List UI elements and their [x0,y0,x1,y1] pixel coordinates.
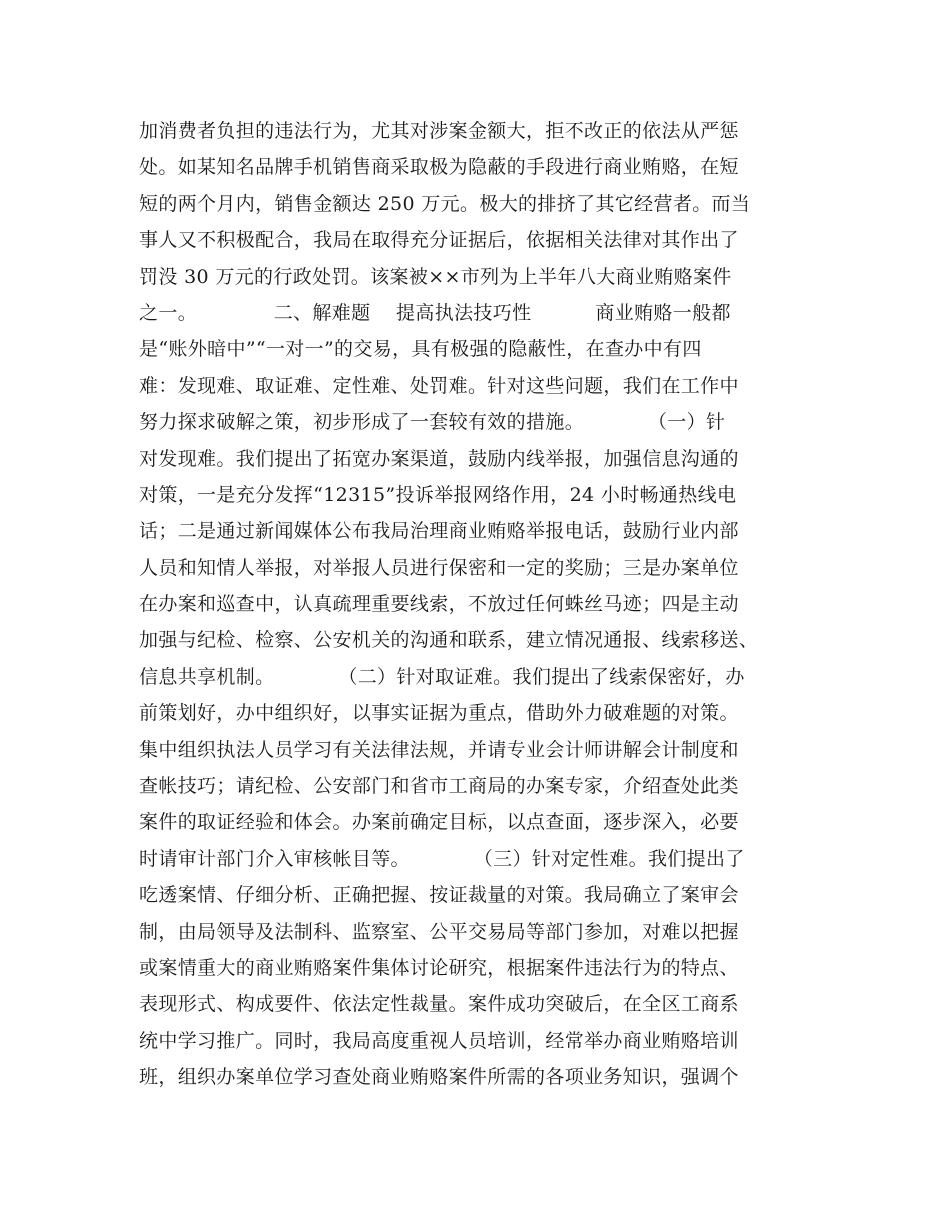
text-line: 对发现难。我们提出了拓宽办案渠道，鼓励内线举报，加强信息沟通的 [139,447,739,470]
text-line: 人员和知情人举报，对举报人员进行保密和一定的奖励；三是办案单位 [139,556,739,579]
text-line: 统中学习推广。同时，我局高度重视人员培训，经常举办商业贿赂培训 [139,1029,739,1052]
text-line: 时请审计部门介入审核帐目等。 （三）针对定性难。我们提出了 [139,847,745,870]
text-line: 短的两个月内，销售金额达 250 万元。极大的排挤了其它经营者。而当 [139,192,751,215]
text-line: 是“账外暗中”“一对一”的交易，具有极强的隐蔽性，在查办中有四 [139,338,702,361]
text-line: 对策，一是充分发挥“12315”投诉举报网络作用，24 小时畅通热线电 [139,483,737,506]
text-line: 加强与纪检、检察、公安机关的沟通和联系，建立情况通报、线索移送、 [139,629,759,652]
text-line: 处。如某知名品牌手机销售商采取极为隐蔽的手段进行商业贿赂，在短 [139,156,739,179]
text-line: 信息共享机制。 （二）针对取证难。我们提出了线索保密好，办 [139,665,745,688]
text-line: 努力探求破解之策，初步形成了一套较有效的措施。 （一）针 [139,411,726,434]
text-line: 之一。 二、解难题 提高执法技巧性 商业贿赂一般都 [139,301,731,324]
text-line: 表现形式、构成要件、依法定性裁量。案件成功突破后，在全区工商系 [139,993,739,1016]
text-line: 罚没 30 万元的行政处罚。该案被××市列为上半年八大商业贿赂案件 [139,265,732,288]
text-line: 班，组织办案单位学习查处商业贿赂案件所需的各项业务知识，强调个 [139,1066,739,1089]
text-line: 话；二是通过新闻媒体公布我局治理商业贿赂举报电话，鼓励行业内部 [139,520,739,543]
text-line: 集中组织执法人员学习有关法律法规，并请专业会计师讲解会计制度和 [139,738,739,761]
text-line: 制，由局领导及法制科、监察室、公平交易局等部门参加，对难以把握 [139,920,739,943]
text-line: 或案情重大的商业贿赂案件集体讨论研究，根据案件违法行为的特点、 [139,956,739,979]
text-line: 吃透案情、仔细分析、正确把握、按证裁量的对策。我局确立了案审会 [139,884,739,907]
text-line: 案件的取证经验和体会。办案前确定目标，以点查面，逐步深入，必要 [139,811,739,834]
text-line: 事人又不积极配合，我局在取得充分证据后，依据相关法律对其作出了 [139,229,739,252]
text-line: 在办案和巡查中，认真疏理重要线索，不放过任何蛛丝马迹；四是主动 [139,593,739,616]
body-text [139,113,819,1096]
text-line: 难：发现难、取证难、定性难、处罚难。针对这些问题，我们在工作中 [139,374,739,397]
text-line: 前策划好，办中组织好，以事实证据为重点，借助外力破难题的对策。 [139,702,739,725]
text-line: 加消费者负担的违法行为，尤其对涉案金额大，拒不改正的依法从严惩 [139,120,739,142]
text-line: 查帐技巧；请纪检、公安部门和省市工商局的办案专家，介绍查处此类 [139,775,739,798]
